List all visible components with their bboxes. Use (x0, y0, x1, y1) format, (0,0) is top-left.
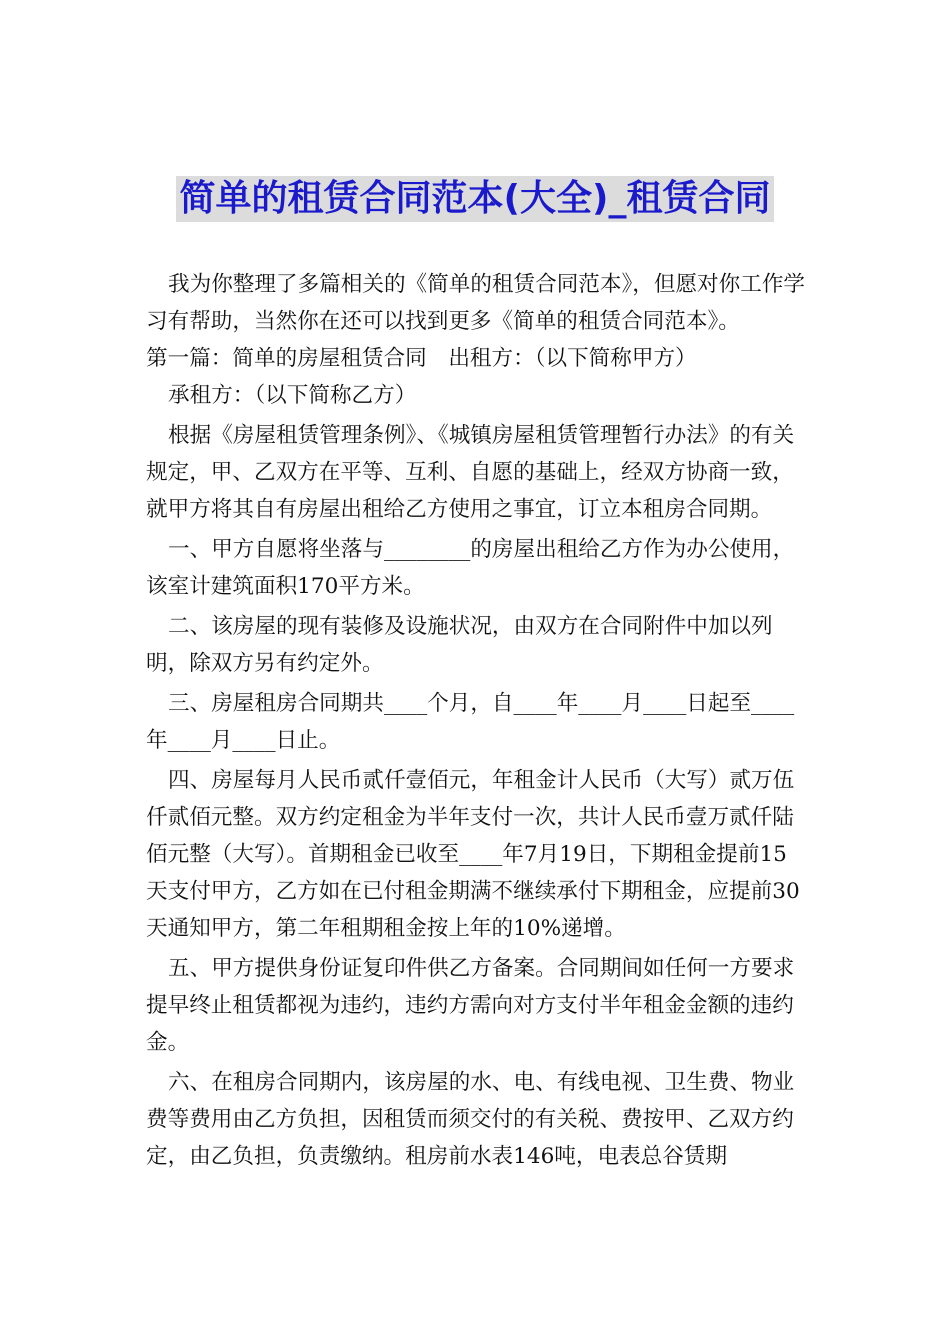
paragraph-clause-6: 六、在租房合同期内，该房屋的水、电、有线电视、卫生费、物业费等费用由乙方负担，因租赁而须交付的有关税、费按甲、乙双方约定，由乙负担，负责缴纳。租房前水表146吨，电表总谷赁期 (146, 1070, 795, 1169)
paragraph-lessee: 承租方：（以下简称乙方） (168, 383, 417, 408)
paragraph-clause-1: 一、甲方自愿将坐落与________的房屋出租给乙方作为办公使用，该室计建筑面积170平方米。 (146, 537, 795, 599)
document-body (146, 266, 806, 1175)
title-container (0, 176, 950, 222)
document-title: 简单的租赁合同范本(大全)_租赁合同 (176, 176, 775, 222)
paragraph-clause-2: 二、该房屋的现有装修及设施状况，由双方在合同附件中加以列明，除双方另有约定外。 (146, 614, 773, 676)
paragraph-section-heading: 第一篇：简单的房屋租赁合同 出租方：（以下简称甲方） (146, 346, 697, 371)
paragraph-clause-3: 三、房屋租房合同期共____个月，自____年____月____日起至____年____月____日止。 (146, 691, 795, 753)
paragraph-clause-4: 四、房屋每月人民币贰仟壹佰元，年租金计人民币（大写）贰万伍仟贰佰元整。双方约定租金为半年支付一次，共计人民币壹万贰仟陆佰元整（大写）。首期租金已收至____年7月19日，下期租金提前15天支付甲方，乙方如在已付租金期满不继续承付下期租金，应提前30天通知甲方，第二年租期租金按上年的10%递增。 (146, 768, 800, 941)
paragraph-intro: 我为你整理了多篇相关的《简单的租赁合同范本》，但愿对你工作学习有帮助，当然你在还可以找到更多《简单的租赁合同范本》。 (146, 272, 806, 334)
paragraph-clause-5: 五、甲方提供身份证复印件供乙方备案。合同期间如任何一方要求提早终止租赁都视为违约，违约方需向对方支付半年租金金额的违约金。 (146, 956, 795, 1055)
paragraph-basis: 根据《房屋租赁管理条例》、《城镇房屋租赁管理暂行办法》的有关规定，甲、乙双方在平等、互利、自愿的基础上，经双方协商一致，就甲方将其自有房屋出租给乙方使用之事宜，订立本租房合同期。 (146, 423, 795, 522)
